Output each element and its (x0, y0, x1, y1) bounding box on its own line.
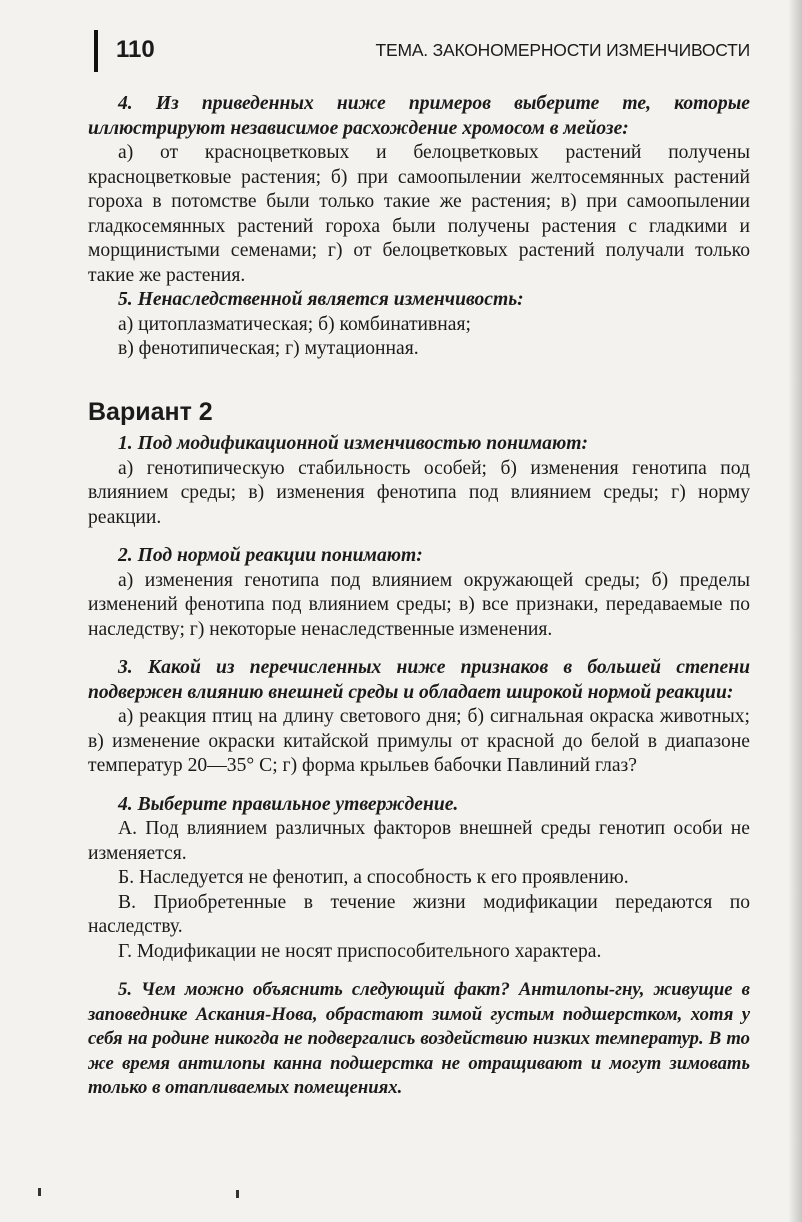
v2-question-4-statement-b: Б. Наследуется не фенотип, а способность к его проявлению. (118, 867, 629, 888)
header-rule (94, 30, 98, 72)
scan-speck (38, 1188, 41, 1196)
v2-question-3-answers: а) реакция птиц на длину светового дня; б) сигнальная окраска животных; в) изменение окраски китайской примулы от красной до белой в диапазоне температур 20—35° С; г) форма крыльев бабочки Павлиний глаз? (88, 706, 750, 776)
v2-question-2-stem: 2. Под нормой реакции понимают: (118, 545, 423, 566)
page-header (110, 36, 750, 66)
v2-question-4-statement-c: В. Приобретенные в течение жизни модификации передаются по наследству. (88, 891, 750, 937)
v2-question-1-answers: а) генотипическую стабильность особей; б) изменения генотипа под влиянием среды; в) изменения фенотипа под влиянием среды; г) норму реакции. (88, 457, 750, 528)
v2-question-4-statement-d: Г. Модификации не носят приспособительного характера. (118, 940, 602, 962)
page-edge-shadow (788, 0, 802, 1222)
question-4-answers: а) от красноцветковых и белоцветковых растений получены красноцветковые растения; б) при самоопылении желтосемянных растений гороха в потомстве были только такие же растения; в) при самоопылении гладкосемянных растений гороха были получены растения с гладкими и морщинистыми семенами; г) от белоцветковых растений получали только такие же растения. (88, 142, 750, 286)
variant-title: Вариант 2 (88, 397, 213, 426)
v2-question-4-stem: 4. Выберите правильное утверждение. (118, 793, 459, 815)
v2-question-2-answers: а) изменения генотипа под влиянием окружающей среды; б) пределы изменений фенотипа под влиянием среды; в) все признаки, передаваемые по наследству; г) некоторые ненаследственные изменения. (88, 569, 750, 640)
question-5-answer-line-2: в) фенотипическая; г) мутационная. (118, 338, 419, 359)
v2-question-1-stem: 1. Под модификационной изменчивостью понимают: (118, 433, 589, 454)
page-body (88, 92, 750, 1101)
question-5-stem: 5. Ненаследственной является изменчивость: (118, 289, 524, 310)
v2-question-4-statement-a: А. Под влиянием различных факторов внешней среды генотип особи не изменяется. (88, 818, 750, 864)
scan-speck (236, 1190, 239, 1198)
question-4-stem: 4. Из приведенных ниже примеров выберите те, которые иллюстрируют независимое расхождение хромосом в мейозе: (88, 93, 750, 139)
running-head: ТЕМА. ЗАКОНОМЕРНОСТИ ИЗМЕНЧИВОСТИ (375, 40, 750, 60)
v2-question-3-stem: 3. Какой из перечисленных ниже признаков в большей степени подвержен влиянию внешней среды и обладает широкой нормой реакции: (88, 657, 750, 703)
page-number: 110 (116, 36, 155, 63)
question-5-answer-line-1: а) цитоплазматическая; б) комбинативная; (118, 313, 471, 335)
v2-question-5: 5. Чем можно объяснить следующий факт? Антилопы-гну, живущие в заповеднике Аскания-Нова, обрастают зимой густым подшерстком, хотя у себя на родине никогда не подвергались воздействию низких температур. В то же время антилопы канна подшерстка не отращивают и могут зимовать только в отапливаемых помещениях. (88, 979, 750, 1098)
